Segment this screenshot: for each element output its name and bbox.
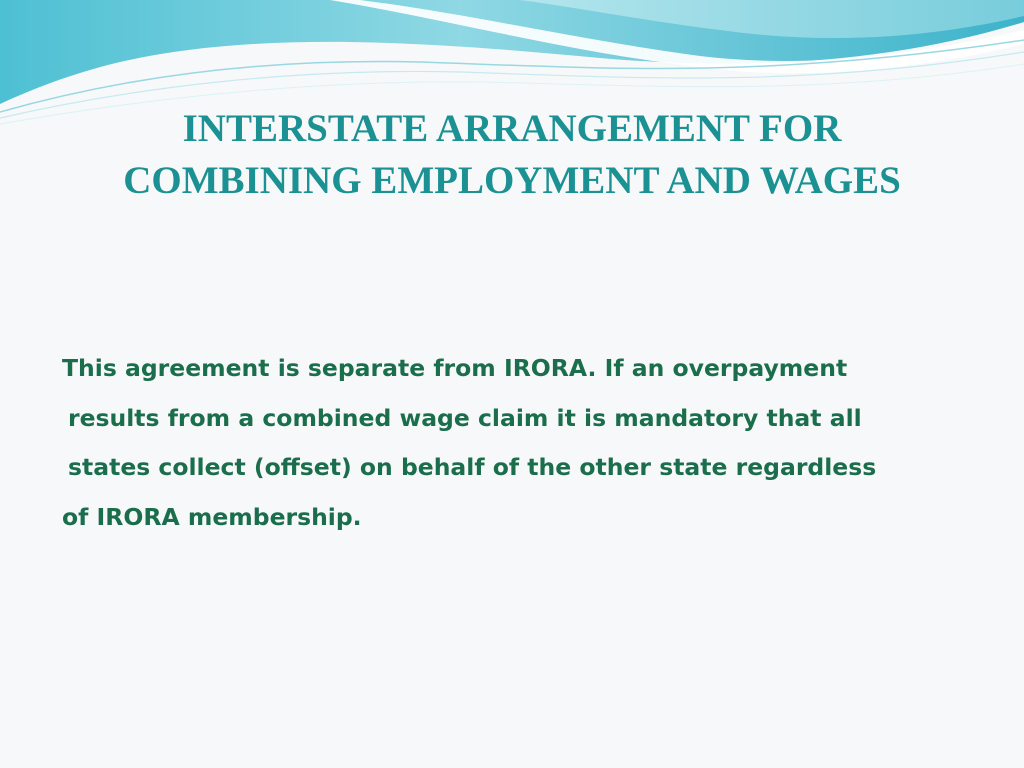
slide-title-line-1: INTERSTATE ARRANGEMENT FOR [182,107,842,150]
slide-body-text [62,344,962,542]
body-line-2: results from a combined wage claim it is mandatory that all [68,403,862,432]
body-line-4: of IRORA membership. [62,502,362,531]
body-line-3: states collect (offset) on behalf of the other state regardless [68,453,877,481]
slide-title [40,103,984,207]
slide-title-line-2: COMBINING EMPLOYMENT AND WAGES [123,159,901,202]
body-line-1: This agreement is separate from IRORA. If an overpayment [62,354,848,382]
